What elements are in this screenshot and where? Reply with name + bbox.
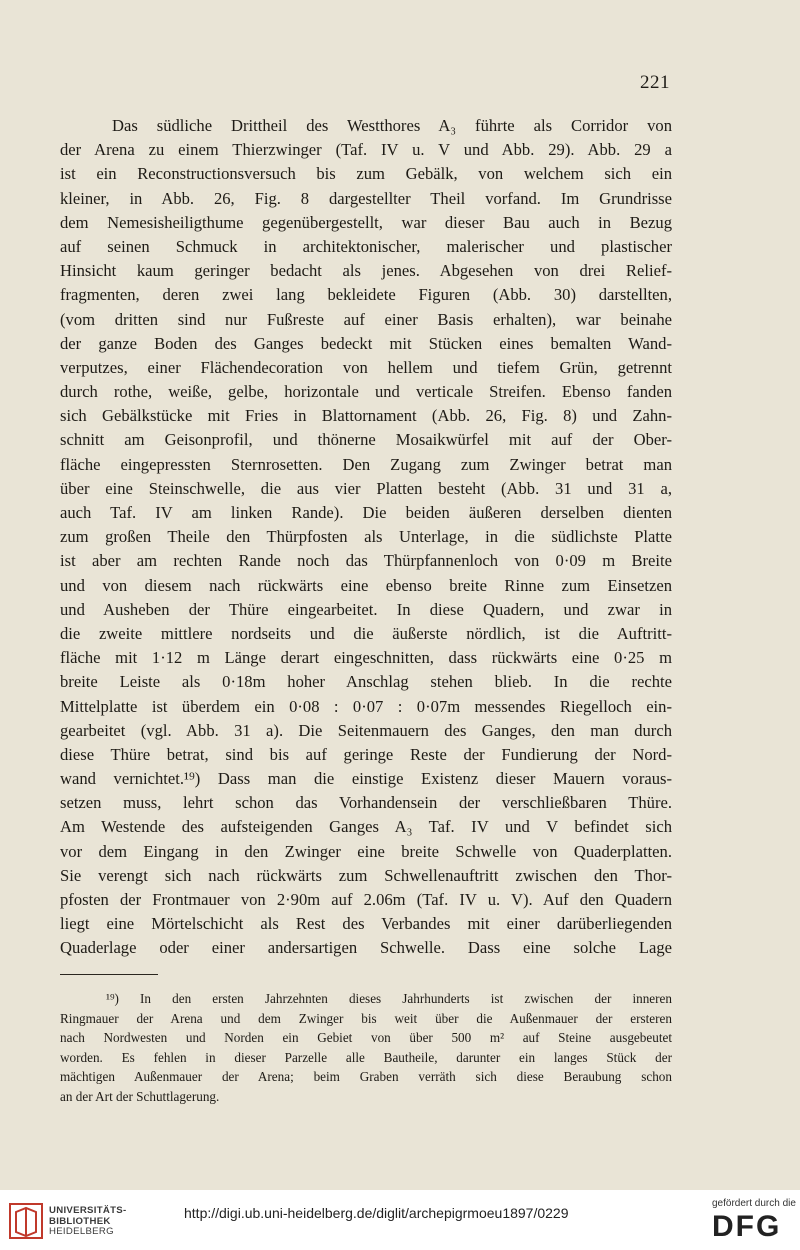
footnote-line: an der Art der Schuttlagerung. (60, 1088, 220, 1104)
body-text (60, 114, 672, 961)
text-line: Hinsicht kaum geringer bedacht als jenes. Abgesehen von drei Relief- (60, 261, 672, 281)
text-line: und Ausheben der Thüre eingearbeitet. In diese Quadern, und zwar in (60, 599, 672, 619)
footnote-line: ¹⁹) In den ersten Jahrzehnten dieses Jahrhunderts ist zwischen der inneren (106, 991, 672, 1006)
text-line: diese Thüre betrat, sind bis auf geringe Reste der Fundierung der Nord- (60, 744, 672, 764)
footnote-line: mächtigen Außenmauer der Arena; beim Graben verräth sich diese Beraubung schon (60, 1069, 672, 1085)
text-line: vor dem Eingang in den Zwinger eine breite Schwelle von Quaderplatten. (60, 841, 672, 861)
text-line: auf seinen Schmuck in architektonischer, malerischer und plastischer (60, 236, 672, 256)
text-line: sich Gebälkstücke mit Fries in Blattornament (Abb. 26, Fig. 8) und Zahn- (60, 406, 672, 426)
footnote-line: nach Nordwesten und Norden ein Gebiet von über 500 m² auf Steine ausgebeutet (60, 1030, 672, 1046)
sponsor-caption: gefördert durch die (712, 1198, 796, 1209)
footnotes (60, 989, 672, 1107)
text-line: über eine Steinschwelle, die aus vier Platten besteht (Abb. 31 und 31 a, (60, 478, 672, 498)
text-line: pfosten der Frontmauer von 2·90m auf 2.06m (Taf. IV u. V). Auf den Quadern (60, 890, 672, 909)
dfg-logo-text: DFG (712, 1210, 782, 1240)
text-line: der ganze Boden des Ganges bedeckt mit Stücken eines bemalten Wand- (60, 333, 672, 353)
text-line: ist ein Reconstructionsversuch bis zum Gebälk, von welchem sich ein (60, 164, 672, 184)
text-line: und von diesem nach rückwärts eine ebenso breite Rinne zum Einsetzen (60, 575, 672, 595)
text-line: Am Westende des aufsteigenden Ganges A₃ Taf. IV und V befindet sich (60, 817, 672, 837)
footnote-line: worden. Es fehlen in dieser Parzelle alle Bautheile, darunter ein langes Stück der (60, 1049, 672, 1065)
text-line: dem Nemesisheiligthume gegenübergestellt, war dieser Bau auch in Bezug (60, 212, 672, 232)
library-name: UNIVERSITÄTS- BIBLIOTHEK HEIDELBERG (49, 1205, 127, 1238)
university-logo-icon (8, 1202, 44, 1240)
text-line: kleiner, in Abb. 26, Fig. 8 dargestellter Theil vorfand. Im Grundrisse (60, 188, 672, 208)
text-line: breite Leiste als 0·18m hoher Anschlag stehen blieb. In die rechte (60, 672, 672, 692)
dfg-logo (712, 1210, 792, 1240)
text-line: der Arena zu einem Thierzwinger (Taf. IV u. V und Abb. 29). Abb. 29 a (60, 140, 672, 160)
text-line: Das südliche Drittheil des Westthores A₃ führte als Corridor von (112, 116, 672, 135)
footnote-rule (60, 974, 158, 975)
text-line: auch Taf. IV am linken Rande). Die beiden äußeren derselben dienten (60, 503, 672, 522)
text-line: zum großen Theile den Thürpfosten als Unterlage, in die südlichste Platte (60, 527, 672, 547)
text-line: ist aber am rechten Rande noch das Thürpfannenloch von 0·09 m Breite (60, 551, 672, 571)
text-line: gearbeitet (vgl. Abb. 31 a). Die Seitenmauern des Ganges, den man durch (60, 720, 672, 740)
text-line: fragmenten, deren zwei lang bekleidete Figuren (Abb. 30) darstellten, (60, 285, 672, 305)
text-line: Quaderlage oder einer andersartigen Schwelle. Dass eine solche Lage (60, 938, 672, 958)
text-line: liegt eine Mörtelschicht als Rest des Verbandes mit einer darüberliegenden (60, 914, 672, 934)
text-line: Mittelplatte ist überdem ein 0·08 : 0·07 : 0·07m messendes Riegelloch ein- (60, 696, 672, 716)
text-line: wand vernichtet.¹⁹) Dass man die einstige Existenz dieser Mauern voraus- (60, 769, 672, 789)
text-line: verputzes, einer Flächendecoration von hellem und tiefem Grün, getrennt (60, 357, 672, 377)
text-line: die zweite mittlere nordseits und die äußerste nördlich, ist die Auftritt- (60, 623, 672, 643)
text-line: schnitt am Geisonprofil, und thönerne Mosaikwürfel mit auf der Ober- (60, 430, 672, 450)
text-line: fläche eingepressten Sternrosetten. Den Zugang zum Zwinger betrat man (60, 454, 672, 474)
text-line: (vom dritten sind nur Fußreste auf einer Basis erhalten), war beinahe (60, 309, 672, 329)
text-line: durch rothe, weiße, gelbe, horizontale und verticale Streifen. Ebenso fanden (60, 382, 672, 402)
text-line: fläche mit 1·12 m Länge derart eingeschnitten, dass rückwärts eine 0·25 m (60, 648, 672, 668)
page-number: 221 (640, 72, 670, 93)
footnote-line: Ringmauer der Arena und dem Zwinger bis weit über die Außenmauer der ersteren (60, 1010, 672, 1026)
permalink[interactable]: http://digi.ub.uni-heidelberg.de/diglit/archepigrmoeu1897/0229 (184, 1205, 569, 1221)
text-line: setzen muss, lehrt schon das Vorhandensein der verschließbaren Thüre. (60, 793, 672, 813)
text-line: Sie verengt sich nach rückwärts zum Schwellenauftritt zwischen den Thor- (60, 865, 672, 885)
